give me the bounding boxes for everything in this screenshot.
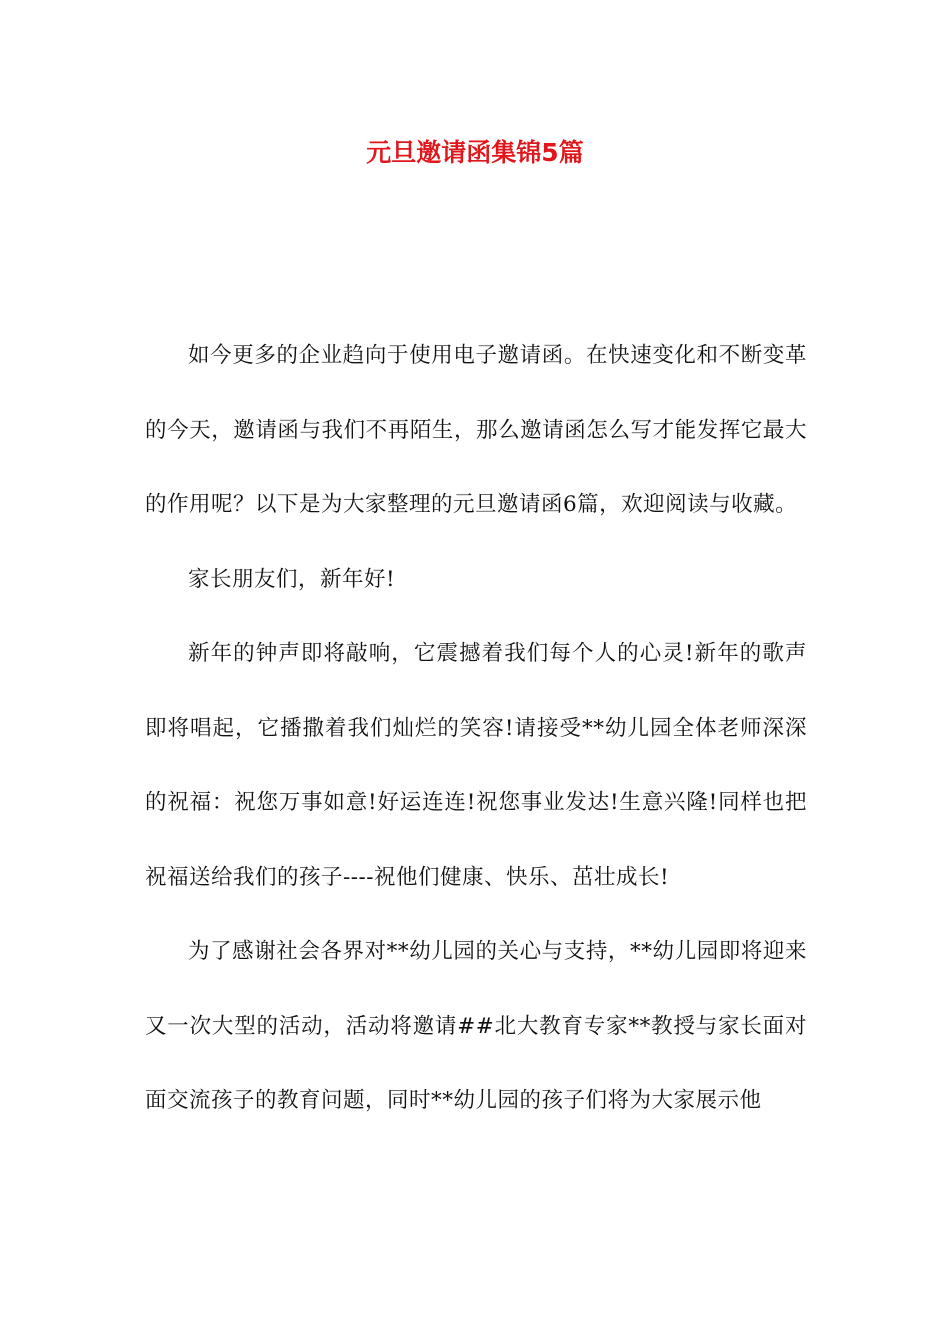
paragraph-event-invitation: 为了感谢社会各界对**幼儿园的关心与支持，**幼儿园即将迎来又一次大型的活动，活动将邀请##北大教育专家**教授与家长面对面交流孩子的教育问题，同时**幼儿园的孩子们将为大家展示他 bbox=[145, 939, 807, 1113]
paragraph-greeting: 家长朋友们，新年好! bbox=[188, 566, 396, 592]
document-body bbox=[145, 319, 807, 1139]
paragraph-intro: 如今更多的企业趋向于使用电子邀请函。在快速变化和不断变革的今天，邀请函与我们不再陌生，那么邀请函怎么写才能发挥它最大的作用呢？以下是为大家整理的元旦邀请函6篇，欢迎阅读与收藏。 bbox=[145, 343, 807, 517]
document-title: 元旦邀请函集锦5篇 bbox=[366, 138, 584, 167]
paragraph-new-year-wishes: 新年的钟声即将敲响，它震撼着我们每个人的心灵!新年的歌声即将唱起，它播撒着我们灿烂的笑容!请接受**幼儿园全体老师深深的祝福：祝您万事如意!好运连连!祝您事业发达!生意兴隆!同样也把祝福送给我们的孩子----祝他们健康、快乐、茁壮成长! bbox=[145, 641, 807, 890]
